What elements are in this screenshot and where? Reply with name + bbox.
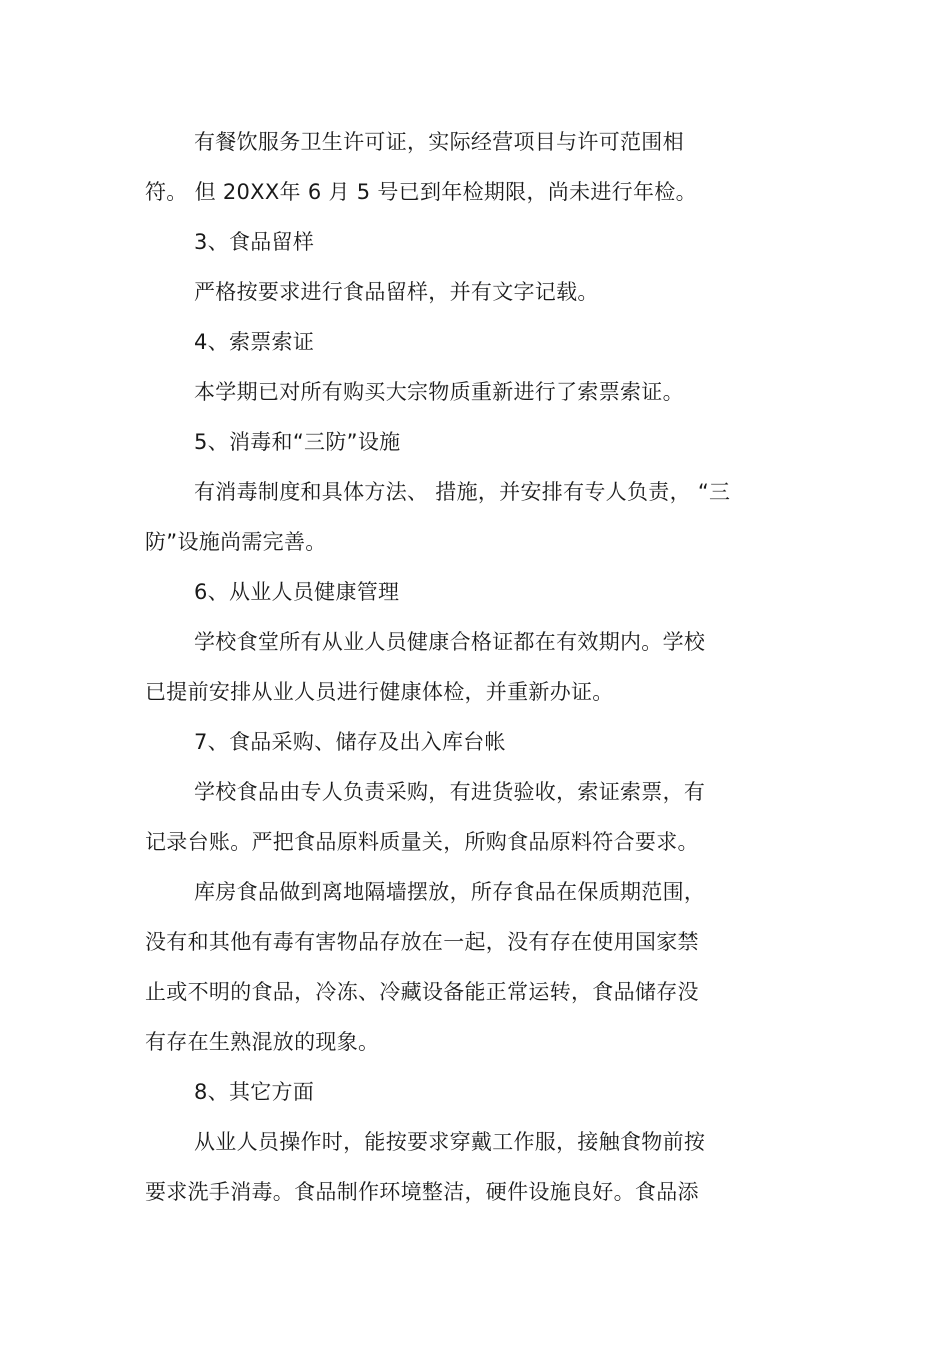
- section-heading: 7、食品采购、储存及出入库台帐: [194, 730, 506, 754]
- paragraph-line: 已提前安排从业人员进行健康体检，并重新办证。: [145, 680, 614, 704]
- section-heading: 3、食品留样: [194, 230, 315, 254]
- paragraph-line: 符。 但 20XX年 6 月 5 号已到年检期限，尚未进行年检。: [145, 180, 697, 204]
- paragraph-line: 有餐饮服务卫生许可证，实际经营项目与许可范围相: [194, 130, 684, 154]
- paragraph-line: 记录台账。严把食品原料质量关，所购食品原料符合要求。: [145, 830, 699, 854]
- paragraph-line: 要求洗手消毒。食品制作环境整洁，硬件设施良好。食品添: [145, 1180, 699, 1204]
- paragraph-line: 从业人员操作时，能按要求穿戴工作服，接触食物前按: [194, 1130, 706, 1154]
- paragraph-line: 学校食堂所有从业人员健康合格证都在有效期内。学校: [194, 630, 706, 654]
- section-heading: 5、消毒和“三防”设施: [194, 430, 401, 454]
- paragraph-line: 有消毒制度和具体方法、 措施，并安排有专人负责， “三: [194, 480, 731, 504]
- paragraph-line: 库房食品做到离地隔墙摆放，所存食品在保质期范围，: [194, 880, 706, 904]
- paragraph-line: 有存在生熟混放的现象。: [145, 1030, 380, 1054]
- paragraph-line: 学校食品由专人负责采购，有进货验收，索证索票，有: [194, 780, 706, 804]
- section-heading: 8、其它方面: [194, 1080, 315, 1104]
- paragraph-line: 严格按要求进行食品留样，并有文字记载。: [194, 280, 599, 304]
- paragraph-line: 本学期已对所有购买大宗物质重新进行了索票索证。: [194, 380, 684, 404]
- section-heading: 6、从业人员健康管理: [194, 580, 400, 604]
- section-heading: 4、索票索证: [194, 330, 315, 354]
- paragraph-line: 防”设施尚需完善。: [145, 530, 327, 554]
- paragraph-line: 没有和其他有毒有害物品存放在一起，没有存在使用国家禁: [145, 930, 699, 954]
- paragraph-line: 止或不明的食品，冷冻、冷藏设备能正常运转，食品储存没: [145, 980, 699, 1004]
